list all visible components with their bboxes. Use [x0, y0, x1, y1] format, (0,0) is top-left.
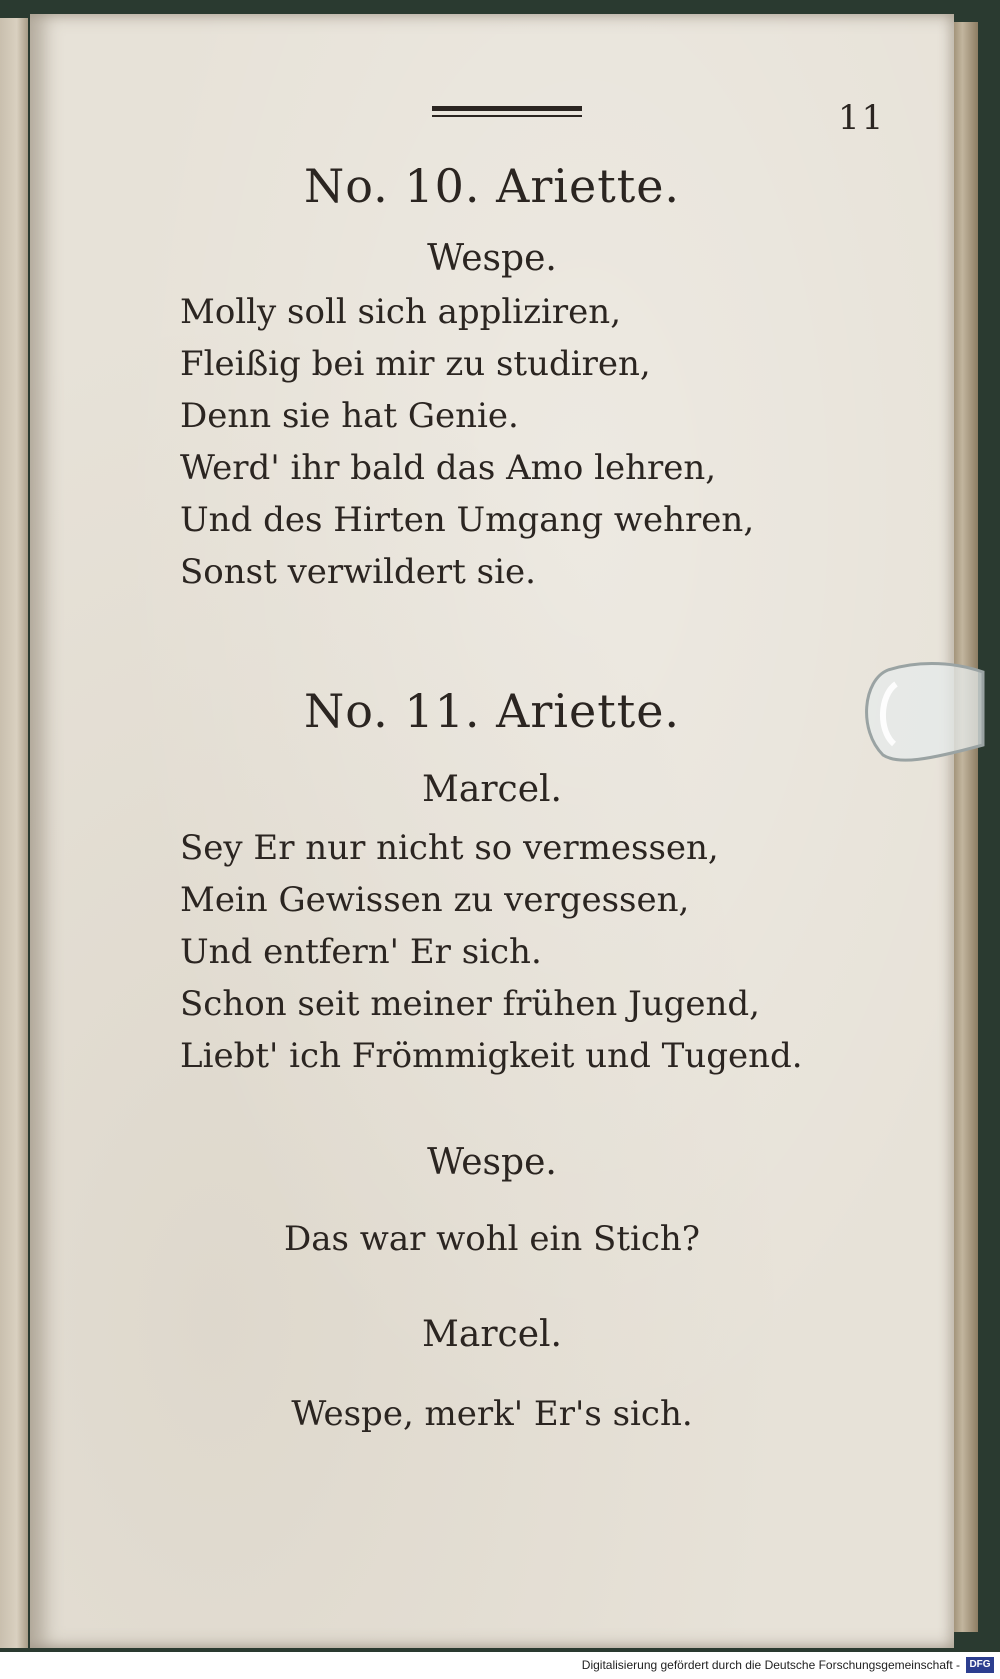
dialogue-line: Das war wohl ein Stich? — [283, 1219, 701, 1259]
speaker-name: Wespe. — [427, 238, 557, 279]
speaker-name: Marcel. — [422, 769, 562, 810]
verse-line: Fleißig bei mir zu studiren, — [180, 344, 651, 384]
section-heading: No. 10. Ariette. — [303, 159, 681, 213]
book-page — [30, 14, 954, 1648]
verse-line: Mein Gewissen zu vergessen, — [180, 880, 690, 920]
speaker-name: Wespe. — [427, 1142, 557, 1183]
verse-line: Liebt' ich Frömmigkeit und Tugend. — [180, 1036, 803, 1076]
speaker-name: Marcel. — [422, 1314, 562, 1355]
left-page-edge — [0, 18, 28, 1648]
verse-line: Sey Er nur nicht so vermessen, — [180, 828, 719, 868]
verse-line: Sonst verwildert sie. — [180, 552, 536, 592]
page-number: 11 — [838, 98, 886, 138]
verse-block — [180, 286, 880, 598]
verse-line: Werd' ihr bald das Amo lehren, — [180, 448, 717, 488]
section-heading: No. 11. Ariette. — [303, 684, 681, 738]
footer-credit: Digitalisierung gefördert durch die Deutsche Forschungsgemeinschaft - — [581, 1658, 960, 1672]
dfg-logo-icon: DFG — [966, 1657, 994, 1673]
verse-line: Molly soll sich appliziren, — [180, 292, 622, 332]
decorative-rule — [432, 106, 582, 118]
page-right-edge — [952, 22, 978, 1632]
dialogue-line: Wespe, merk' Er's sich. — [291, 1394, 693, 1434]
verse-line: Schon seit meiner frühen Jugend, — [180, 984, 760, 1024]
verse-line: Und entfern' Er sich. — [180, 932, 542, 972]
verse-line: Denn sie hat Genie. — [180, 396, 519, 436]
verse-block — [180, 822, 880, 1082]
verse-line: Und des Hirten Umgang wehren, — [180, 500, 755, 540]
page-clip-icon — [858, 660, 988, 770]
footer-bar — [0, 1652, 1000, 1679]
